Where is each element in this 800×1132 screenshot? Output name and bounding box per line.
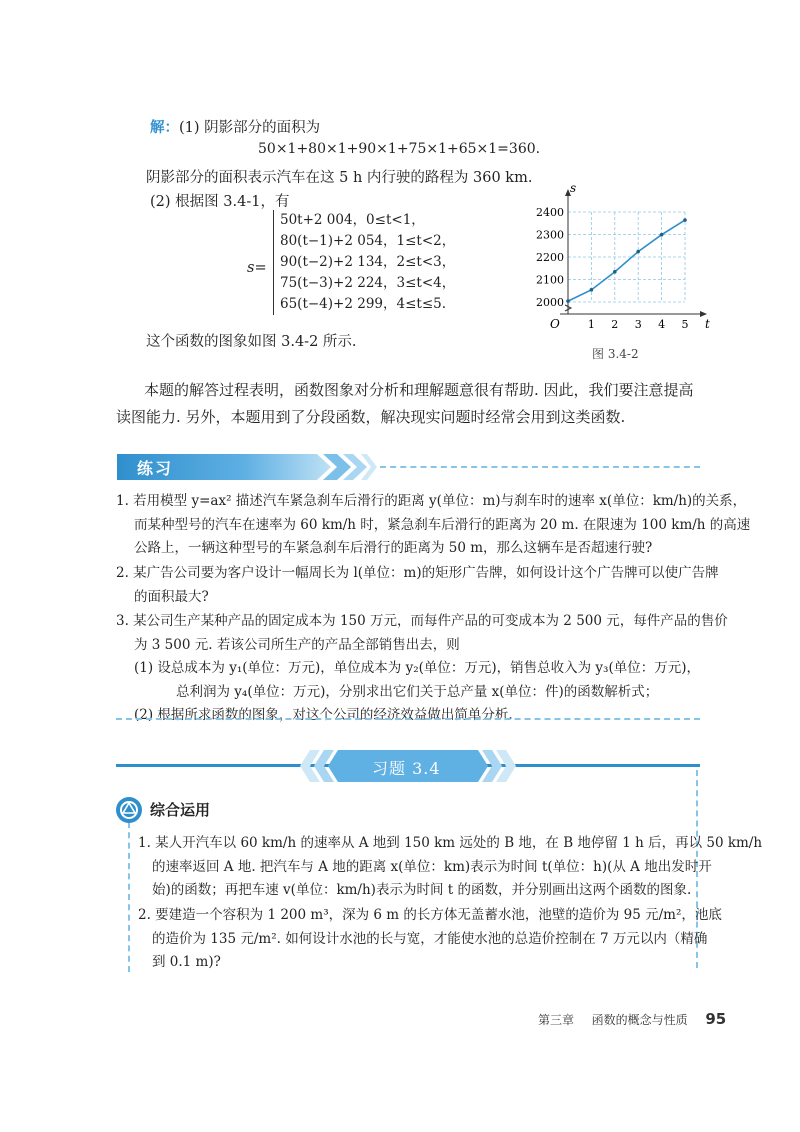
commentary-paragraph: 本题的解答过程表明，函数图象对分析和理解题意很有帮助. 因此，我们要注意提高读图能力. 另外，本题用到了分段函数，解决现实问题时经常会用到这类函数. (116, 381, 694, 426)
practice-line: (2) 根据所求函数的图象，对这个公司的经济效益做出简单分析. (134, 707, 513, 723)
x-tick-label: 2 (611, 318, 619, 331)
y-tick-label: 2300 (536, 228, 564, 242)
piecewise-case: 80(t−1)+2 054，1≤t<2， (280, 233, 456, 249)
x-tick-label: 5 (681, 318, 689, 331)
graph-note: 这个函数的图象如图 3.4-2 所示. (146, 334, 357, 350)
data-point (613, 270, 617, 274)
data-point (683, 218, 687, 222)
piecewise-lhs: s= (247, 260, 267, 276)
practice-bottom-divider (116, 718, 700, 720)
practice-title: 练习 (137, 459, 174, 478)
x-tick-label: 4 (658, 318, 666, 331)
practice-line: 而某种型号的汽车在速率为 60 km/h 时，紧急刹车后滑行的距离为 20 m. 在限速为 100 km/h 的高速 (134, 516, 751, 533)
exercise-line: 的速率返回 A 地. 把汽车与 A 地的距离 x(单位：km)表示为时间 t(单位：h)(从 A 地出发时开 (152, 858, 712, 875)
synthesis-section-title: 综合运用 (150, 801, 211, 819)
practice-line: 3. 某公司生产某种产品的固定成本为 150 万元，而每件产品的可变成本为 2 500 元，每件产品的售价 (116, 613, 728, 629)
piecewise-case: 90(t−2)+2 134，2≤t<3， (280, 254, 456, 270)
solution-part1-intro: 解：(1) 阴影部分的面积为 (150, 119, 321, 136)
exercise-line: 1. 某人开汽车以 60 km/h 的速率从 A 地到 150 km 远处的 B 地，在 B 地停留 1 h 后，再以 50 km/h (138, 835, 763, 851)
exercise-line: 到 0.1 m)? (152, 954, 221, 970)
practice-item-2 (116, 562, 719, 609)
practice-line: 的面积最大? (134, 588, 209, 605)
exercise-item-2 (138, 904, 722, 975)
exercise-item-1 (138, 832, 763, 903)
data-point (636, 250, 640, 254)
practice-line: (1) 设总成本为 y₁(单位：万元)，单位成本为 y₂(单位：万元)，销售总收入为 y₃(单位：万元)， (134, 660, 701, 676)
y-tick-label: 2400 (536, 206, 564, 219)
figure-caption: 图 3.4-2 (592, 347, 639, 361)
data-point (660, 233, 664, 237)
data-point (590, 288, 594, 292)
solution-part2-intro: (2) 根据图 3.4-1，有 (150, 194, 290, 210)
x-tick-label: 1 (587, 318, 595, 331)
data-point (566, 299, 570, 303)
y-tick-label: 2000 (536, 296, 564, 309)
series-line (568, 220, 685, 301)
practice-line: 为 3 500 元. 若该公司所生产的产品全部销售出去，则 (134, 636, 460, 653)
origin-label: O (550, 317, 560, 331)
exercises-title: 习题 3.4 (372, 759, 441, 778)
solution-part1-formula: 50×1+80×1+90×1+75×1+65×1=360. (258, 141, 541, 157)
exercise-line: 始)的函数；再把车速 v(单位：km/h)表示为时间 t 的函数，并分别画出这两个函数的图象. (152, 882, 692, 898)
y-tick-label: 2100 (536, 273, 564, 287)
practice-line: 2. 某广告公司要为客户设计一幅周长为 l(单位：m)的矩形广告牌，如何设计这个广告牌可以使广告牌 (116, 565, 719, 581)
practice-item-3 (116, 610, 728, 728)
exercise-line: 2. 要建造一个容积为 1 200 m³，深为 6 m 的长方体无盖蓄水池，池壁的造价为 95 元/m²，池底 (138, 907, 722, 923)
exercise-line: 的造价为 135 元/m². 如何设计水池的长与宽，才能使水池的总造价控制在 7 万元以内（精确 (152, 930, 708, 947)
figure-3-4-2-chart (520, 180, 720, 340)
piecewise-cases (273, 210, 455, 315)
x-tick-label: 3 (634, 318, 642, 331)
practice-line: 1. 若用模型 y=ax² 描述汽车紧急刹车后滑行的距离 y(单位：m)与刹车时的速率 x(单位：km/h)的关系， (116, 493, 747, 509)
y-tick-label: 2200 (536, 251, 564, 264)
piecewise-case: 65(t−4)+2 299，4≤t≤5. (280, 296, 447, 312)
solution-label: 解： (150, 119, 179, 136)
practice-top-divider (380, 466, 700, 468)
piecewise-case: 75(t−3)+2 224，3≤t<4， (280, 275, 456, 291)
practice-line: 公路上，一辆这种型号的车紧急刹车后滑行的距离为 50 m，那么这辆车是否超速行驶? (134, 540, 653, 556)
footer-chapter-title: 函数的概念与性质 (591, 1013, 688, 1027)
piecewise-case: 50t+2 004，0≤t<1， (280, 212, 425, 228)
page-footer (538, 1010, 726, 1028)
practice-item-1 (116, 490, 751, 561)
practice-line: 总利润为 y₄(单位：万元)，分别求出它们关于总产量 x(单位：件)的函数解析式； (176, 683, 659, 700)
footer-chapter: 第三章 (538, 1013, 575, 1027)
synthesis-section-icon (115, 796, 143, 824)
exercises-frame-left (128, 822, 130, 972)
x-axis-label: t (705, 317, 710, 331)
solution-part1-meaning: 阴影部分的面积表示汽车在这 5 h 内行驶的路程为 360 km. (146, 170, 533, 186)
page-number: 95 (705, 1010, 727, 1028)
y-axis-label: s (570, 181, 577, 195)
